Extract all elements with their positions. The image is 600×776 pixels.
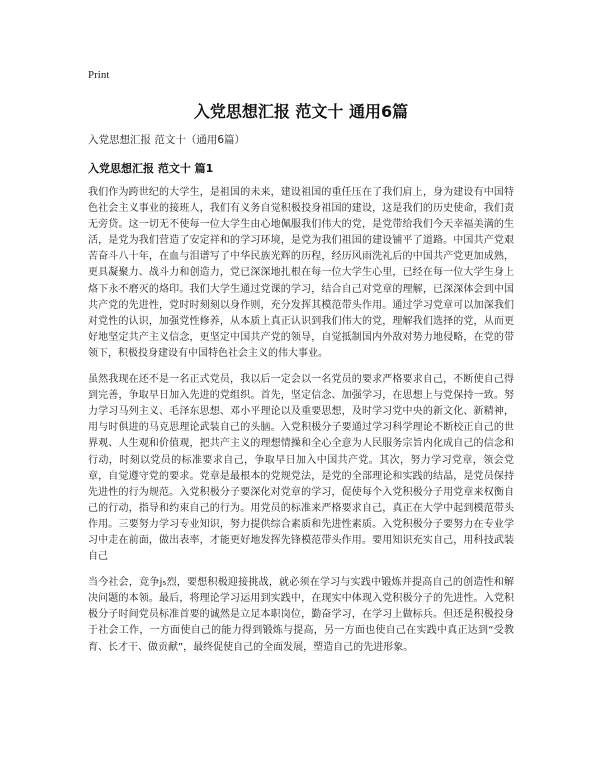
paragraph: 我们作为跨世纪的大学生，是祖国的未来，建设祖国的重任压在了我们肩上，身为建设有中国特色社会主义事业的接班人，我们有义务自觉积极投身祖国的建设，这是我们的历史使命，我们责无旁贷。这一切无不使每一位大学生由心地佩服我们伟大的党，是党带给我们今天幸福美满的生活，是党为我们营造了安定祥和的学习环境，是党为我们祖国的建设铺平了道路。中国共产党艰苦奋斗八十年，在血与泪谱写了中华民族光辉的历程，经历风雨洗礼后的中国共产党更加成熟，更具凝聚力、战斗力和创造力，党已深深地扎根在每一位大学生心里，已经在每一位大学生身上烙下永不磨灭的烙印。我们大学生通过党课的学习，结合自己对党章的理解，已深深体会到中国共产党的先进性，党时时刻刻以身作则，充分发挥其模范带头作用。通过学习党章可以加深我们对党性的认识，加强党性修养，从本质上真正认识到我们伟大的党，理解我们选择的党，从而更好地坚定共产主义信念，更坚定中国共产党的领导，自觉抵制国内外敌对势力地侵略，在党的带领下，积极投身建设有中国特色社会主义的伟大事业。	[88, 187, 514, 359]
section-heading: 入党思想汇报 范文十 篇1	[88, 162, 214, 175]
paragraph: 当今社会，竞争j₅烈，要想积极迎接挑战，就必须在学习与实践中锻炼并提高自己的创造性和解决问题的本领。最后，将理论学习运用到实践中，在现实中体现入党积极分子的先进性。入党积极分子时间党员标准首要的诚然是立足本职岗位，勤奋学习，在学习上做标兵。但还是积极投身于社会工作，一方面使自己的能力得到锻炼与提高，另一方面也使自己在实践中真正达到“受教育、长才干、做贡献”，最终促使自己的全面发展，塑造自己的先进形象。	[88, 577, 514, 653]
page-title: 入党思想汇报 范文十 通用6篇	[193, 102, 409, 121]
subtitle: 入党思想汇报 范文十（通用6篇）	[88, 134, 246, 146]
paragraph: 虽然我现在还不是一名正式党员，我以后一定会以一名党员的要求严格要求自己，不断使自己得到完善，争取早日加入先进的党组织。首先，坚定信念、加强学习，在思想上与党保持一致。努力学习马列主义、毛泽东思想、邓小平理论以及重要思想，及时学习党中央的新文化、新精神，用与时俱进的马克思理论武装自己的头脑。入党积极分子要通过学习科学理论不断校正自己的世界观、人生观和价值观，把共产主义的理想情操和全心全意为人民服务宗旨内化成自己的信念和行动，时刻以党员的标准要求自己，争取早日加入中国共产党。其次，努力学习党章，领会党章，自觉遵守党的要求。党章是最根本的党规党法，是党的全部理论和实践的结晶，是党员保持先进性的行为规范。入党积极分子要深化对党章的学习，促使每个入党积极分子用党章来权衡自己的行动，指导和约束自己的行为。用党员的标准来严格要求自己，真正在大学中起到模范带头作用。三要努力学习专业知识，努力提供综合素质和先进性素质。入党积极分子要努力在专业学习中走在前面，做出表率，才能更好地发挥先锋模范带头作用。要用知识充实自己，用科技武装自己	[88, 374, 514, 563]
print-link[interactable]: Print	[88, 69, 110, 81]
